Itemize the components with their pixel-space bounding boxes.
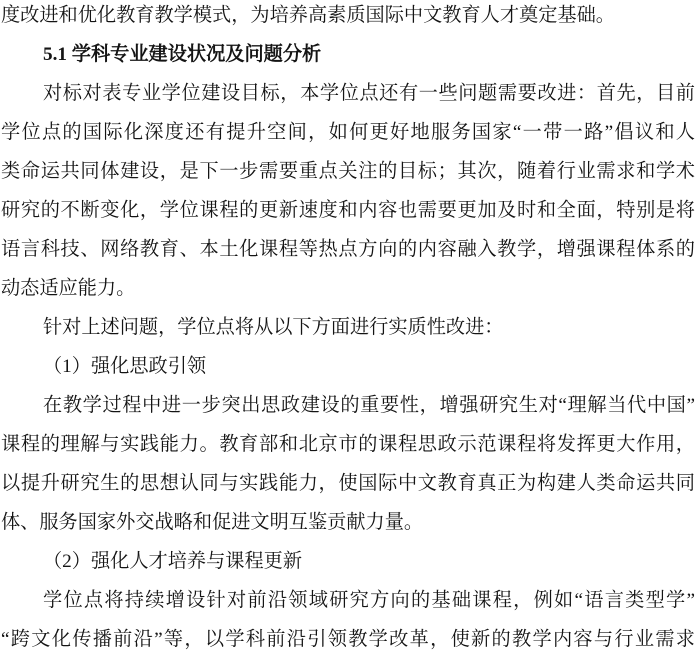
section-heading-5-1: 5.1 学科专业建设状况及问题分析 xyxy=(43,44,322,65)
text-line: 度改进和优化教育教学模式，为培养高素质国际中文教育人才奠定基础。 xyxy=(1,5,615,26)
text-line: 课程的理解与实践能力。教育部和北京市的课程思政示范课程将发挥更大作用， xyxy=(1,434,695,455)
text-line: 以提升研究生的思想认同与实践能力，使国际中文教育真正为构建人类命运共同 xyxy=(1,473,695,494)
text-line: 动态适应能力。 xyxy=(1,278,136,299)
subsection-2-heading: （2）强化人才培养与课程更新 xyxy=(43,551,303,572)
text-line: 学位点的国际化深度还有提升空间，如何更好地服务国家“一带一路”倡议和人 xyxy=(1,122,695,143)
text-line: 研究的不断变化，学位课程的更新速度和内容也需要更加及时和全面，特别是将 xyxy=(1,200,695,221)
text-line: 在教学过程中进一步突出思政建设的重要性，增强研究生对“理解当代中国” xyxy=(43,395,695,416)
text-line: 类命运共同体建设，是下一步需要重点关注的目标；其次，随着行业需求和学术 xyxy=(1,161,695,182)
subsection-1-heading: （1）强化思政引领 xyxy=(43,356,207,377)
text-line: 针对上述问题，学位点将从以下方面进行实质性改进： xyxy=(43,317,504,338)
text-line: 语言科技、网络教育、本土化课程等热点方向的内容融入教学，增强课程体系的 xyxy=(1,239,695,260)
text-line: 对标对表专业学位建设目标，本学位点还有一些问题需要改进：首先，目前 xyxy=(43,83,695,104)
text-line: “跨文化传播前沿”等，以学科前沿引领教学改革，使新的教学内容与行业需求 xyxy=(1,629,695,650)
text-line: 体、服务国家外交战略和促进文明互鉴贡献力量。 xyxy=(1,512,424,533)
text-line: 学位点将持续增设针对前沿领域研究方向的基础课程，例如“语言类型学” xyxy=(43,590,695,611)
